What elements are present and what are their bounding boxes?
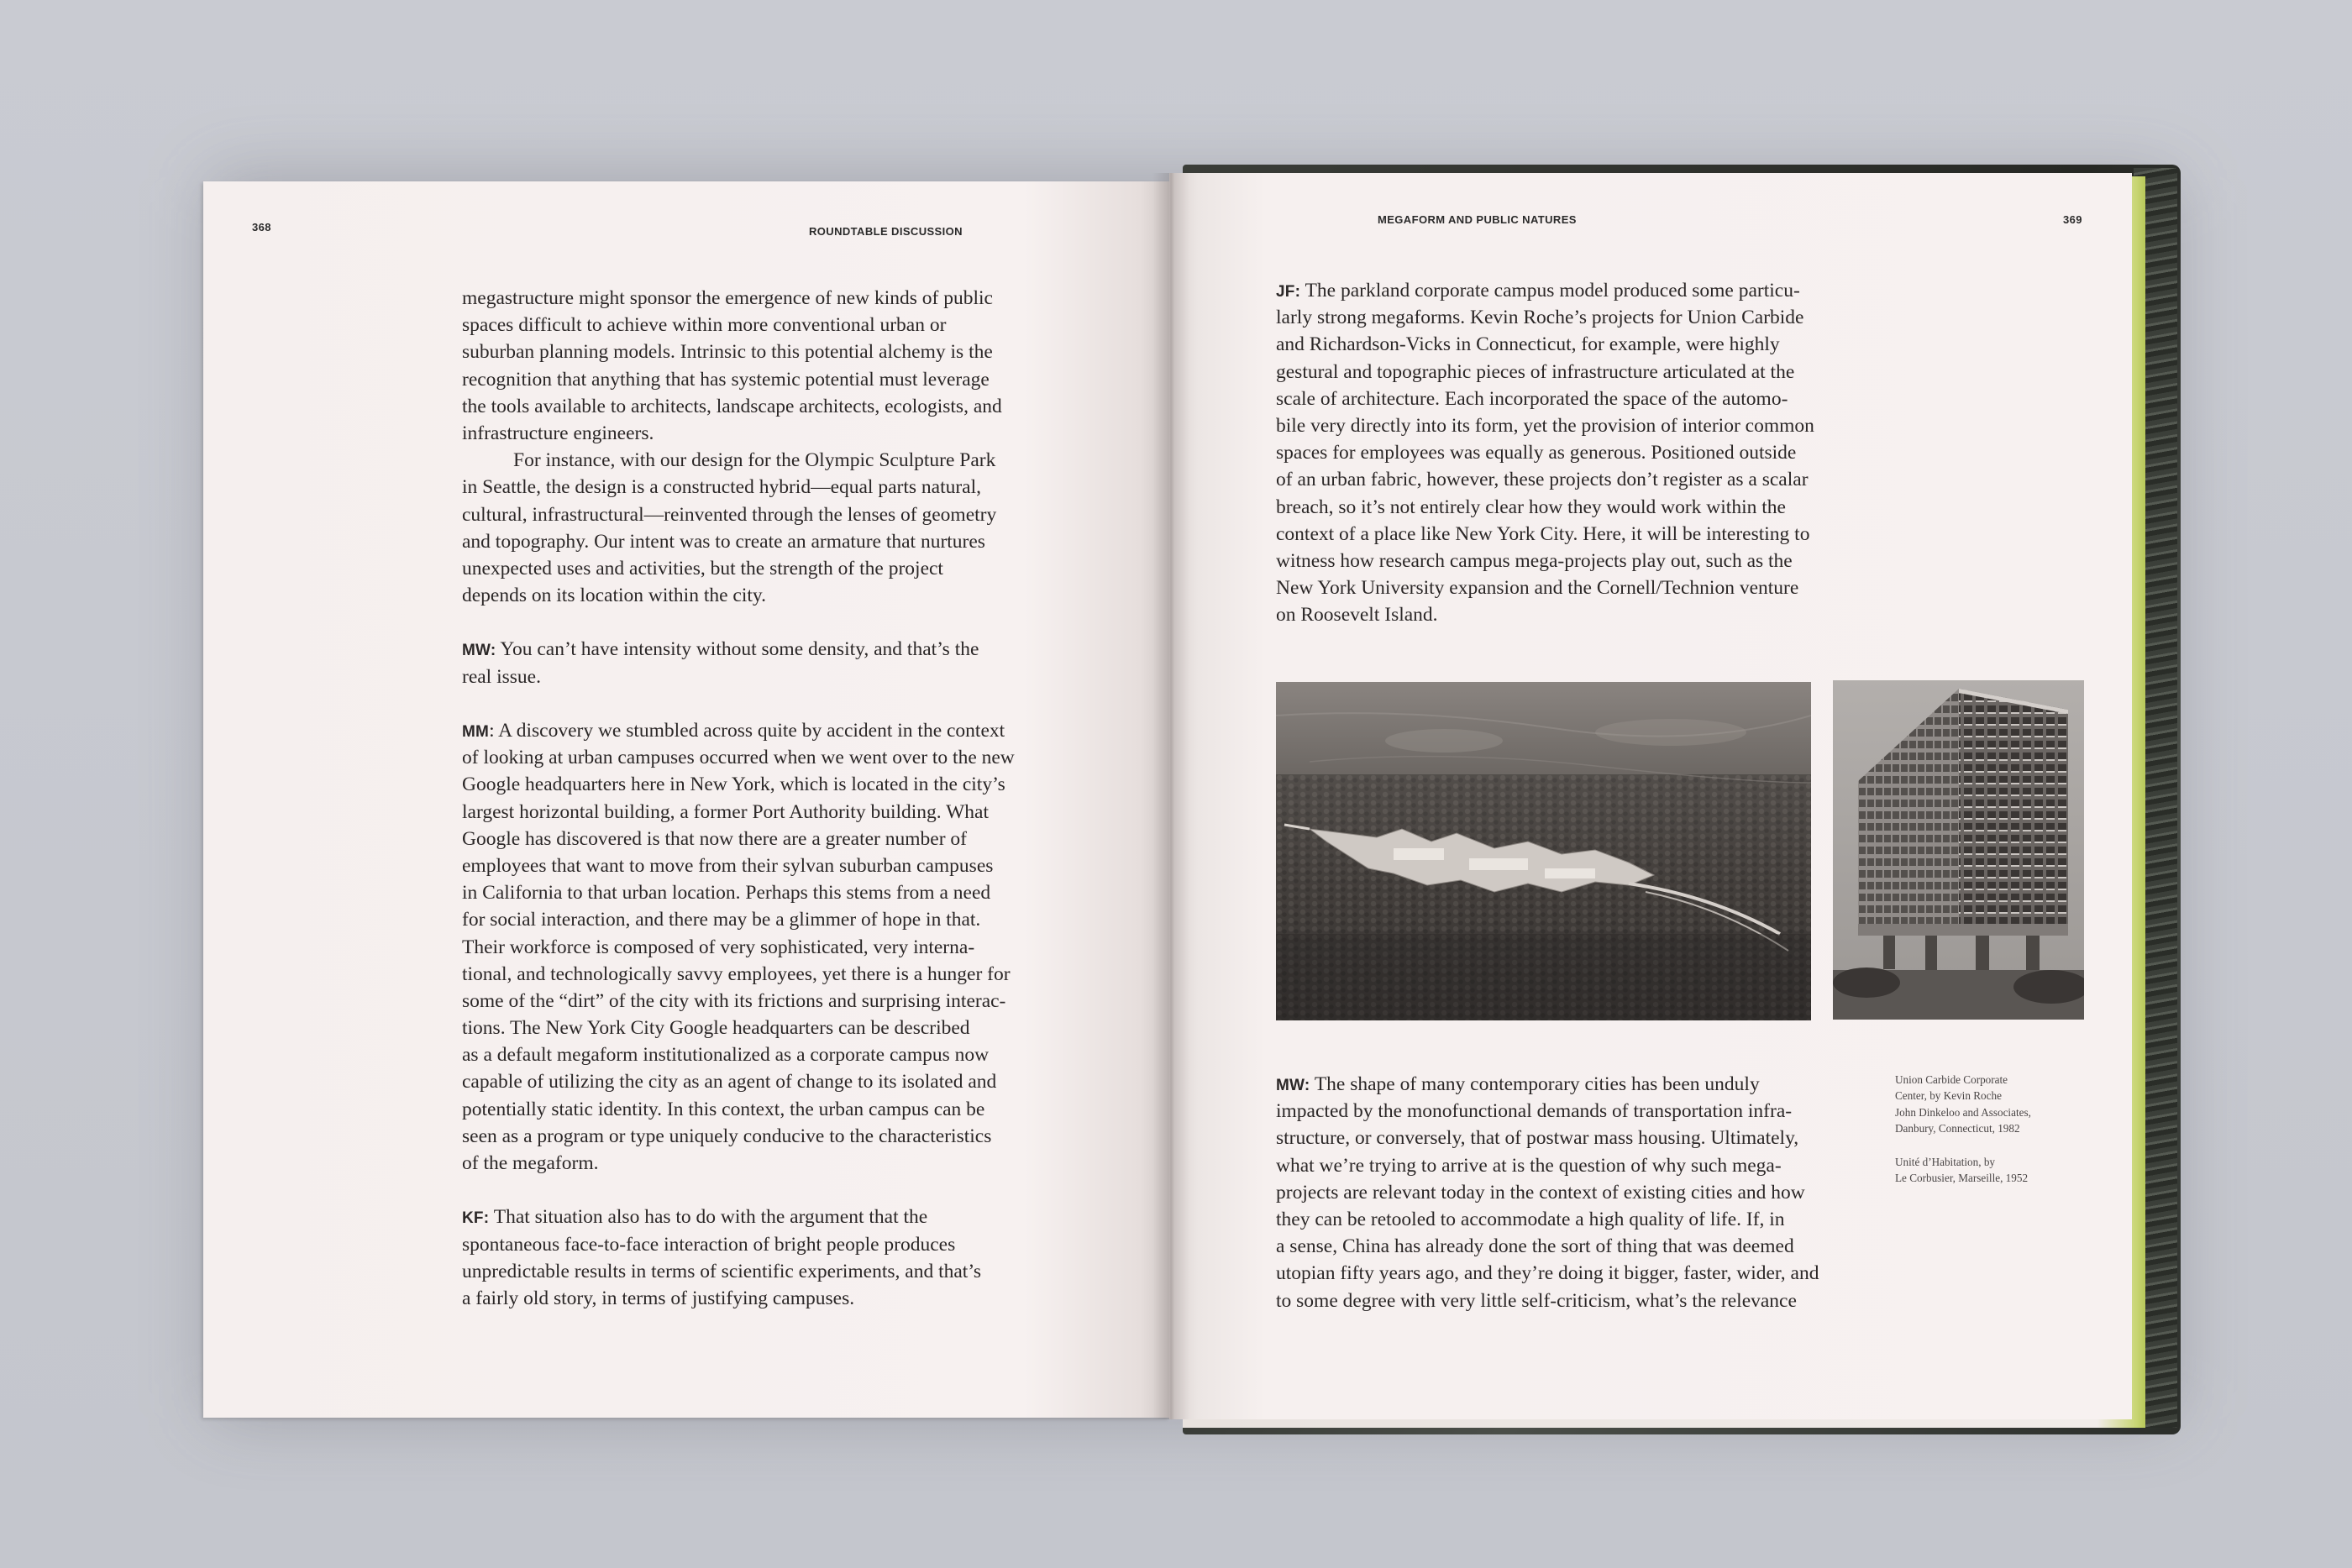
text-line: cultural, infrastructural—reinvented through the lenses of geometry bbox=[462, 503, 997, 526]
right-body-text-top bbox=[1276, 277, 1814, 628]
text-line: to some degree with very little self-criticism, what’s the relevance bbox=[1276, 1289, 1797, 1312]
text-line: in Seattle, the design is a constructed hybrid—equal parts natural, bbox=[462, 476, 982, 499]
text-line: real issue. bbox=[462, 665, 541, 688]
photo-caption-unite: Unité d’Habitation, by Le Corbusier, Marseille, 1952 bbox=[1895, 1156, 2029, 1185]
left-running-head: ROUNDTABLE DISCUSSION bbox=[809, 225, 963, 238]
text-line: the tools available to architects, landscape architects, ecologists, and bbox=[462, 395, 1002, 417]
text-line: tions. The New York City Google headquarters can be described bbox=[462, 1017, 970, 1040]
text-line: MW: You can’t have intensity without some density, and that’s the bbox=[462, 638, 979, 661]
text-line: and Richardson-Vicks in Connecticut, for example, were highly bbox=[1276, 333, 1780, 356]
text-line: MM: A discovery we stumbled across quite by accident in the context bbox=[462, 720, 1005, 742]
aerial-campus-photo bbox=[1276, 682, 1811, 1020]
text-line: what we’re trying to arrive at is the question of why such mega- bbox=[1276, 1154, 1782, 1177]
text-line: seen as a program or type uniquely conducive to the characteristics bbox=[462, 1125, 992, 1147]
speaker-label: MW: bbox=[462, 642, 496, 660]
speaker-label: MM bbox=[462, 723, 490, 741]
text-line: they can be retooled to accommodate a high quality of life. If, in bbox=[1276, 1208, 1785, 1230]
text-line: Google headquarters here in New York, which is located in the city’s bbox=[462, 774, 1005, 796]
text-line: and topography. Our intent was to create an armature that nurtures bbox=[462, 530, 985, 553]
speaker-label: MW: bbox=[1276, 1077, 1310, 1094]
gutter-shadow bbox=[1152, 173, 1189, 1419]
text-line: employees that want to move from their sylvan suburban campuses bbox=[462, 854, 994, 877]
text-line: suburban planning models. Intrinsic to this potential alchemy is the bbox=[462, 341, 993, 364]
text-line: larly strong megaforms. Kevin Roche’s projects for Union Carbide bbox=[1276, 307, 1804, 329]
text-line: a sense, China has already done the sort of thing that was deemed bbox=[1276, 1235, 1794, 1258]
text-line: as a default megaform institutionalized as a corporate campus now bbox=[462, 1044, 990, 1067]
text-line: Their workforce is composed of very sophisticated, very interna- bbox=[462, 936, 975, 958]
text-line: For instance, with our design for the Olympic Sculpture Park bbox=[513, 449, 996, 472]
speaker-label: KF: bbox=[462, 1209, 490, 1228]
text-line: Google has discovered is that now there are a greater number of bbox=[462, 827, 967, 850]
text-line: KF: That situation also has to do with the argument that the bbox=[462, 1206, 928, 1229]
text-line: of an urban fabric, however, these projects don’t register as a scalar bbox=[1276, 469, 1809, 491]
aerial-campus-image bbox=[1276, 682, 1811, 1020]
text-line: spaces difficult to achieve within more conventional urban or bbox=[462, 314, 947, 337]
text-line: a fairly old story, in terms of justifying campuses. bbox=[462, 1287, 855, 1309]
text-line: on Roosevelt Island. bbox=[1276, 604, 1438, 627]
text-line: MW: The shape of many contemporary cities has been unduly bbox=[1276, 1073, 1760, 1095]
text-line: largest horizontal building, a former Port Authority building. What bbox=[462, 800, 990, 823]
text-line: in California to that urban location. Perhaps this stems from a need bbox=[462, 882, 991, 905]
text-line: some of the “dirt” of the city with its frictions and surprising interac- bbox=[462, 989, 1006, 1012]
text-line: impacted by the monofunctional demands of transportation infra- bbox=[1276, 1100, 1793, 1123]
text-line: megastructure might sponsor the emergence of new kinds of public bbox=[462, 287, 993, 309]
text-line: New York University expansion and the Cornell/Technion venture bbox=[1276, 577, 1799, 600]
text-line: projects are relevant today in the context of existing cities and how bbox=[1276, 1181, 1805, 1204]
right-running-head: MEGAFORM AND PUBLIC NATURES bbox=[1378, 213, 1577, 226]
photo-caption-union-carbide: Union Carbide Corporate Center, by Kevin Roche John Dinkeloo and Associates, Danbury, Connecticut, 1982 bbox=[1895, 1073, 2031, 1135]
text-line: spaces for employees was equally as generous. Positioned outside bbox=[1276, 442, 1797, 464]
text-line: of looking at urban campuses occurred when we went over to the new bbox=[462, 747, 1015, 769]
text-line: for social interaction, and there may be a glimmer of hope in that. bbox=[462, 909, 981, 931]
text-line: scale of architecture. Each incorporated the space of the automo- bbox=[1276, 387, 1788, 410]
text-line: JF: The parkland corporate campus model produced some particu- bbox=[1276, 280, 1800, 302]
text-line: spontaneous face-to-face interaction of bright people produces bbox=[462, 1233, 956, 1256]
text-line: recognition that anything that has systemic potential must leverage bbox=[462, 368, 990, 391]
text-line: bile very directly into its form, yet the provision of interior common bbox=[1276, 414, 1814, 437]
left-page-number: 368 bbox=[252, 221, 271, 233]
text-line: gestural and topographic pieces of infrastructure articulated at the bbox=[1276, 360, 1795, 383]
unite-habitation-photo bbox=[1833, 680, 2084, 1020]
text-line: potentially static identity. In this context, the urban campus can be bbox=[462, 1098, 985, 1120]
text-line: breach, so it’s not entirely clear how they would work within the bbox=[1276, 496, 1786, 518]
right-page-number: 369 bbox=[2063, 213, 2082, 226]
text-line: depends on its location within the city. bbox=[462, 585, 767, 607]
text-line: context of a place like New York City. Here, it will be interesting to bbox=[1276, 522, 1810, 545]
right-body-text-bottom bbox=[1276, 1071, 1819, 1314]
speaker-label: JF: bbox=[1276, 283, 1301, 301]
text-line: witness how research campus mega-projects play out, such as the bbox=[1276, 549, 1793, 572]
text-line: structure, or conversely, that of postwar mass housing. Ultimately, bbox=[1276, 1127, 1799, 1150]
text-line: unexpected uses and activities, but the strength of the project bbox=[462, 557, 943, 579]
text-line: capable of utilizing the city as an agent of change to its isolated and bbox=[462, 1071, 997, 1093]
text-line: utopian fifty years ago, and they’re doing it bigger, faster, wider, and bbox=[1276, 1262, 1819, 1285]
left-body-text bbox=[462, 285, 1015, 1312]
unite-habitation-image bbox=[1833, 680, 2084, 1020]
text-line: unpredictable results in terms of scientific experiments, and that’s bbox=[462, 1260, 981, 1282]
text-line: infrastructure engineers. bbox=[462, 422, 654, 444]
text-line: of the megaform. bbox=[462, 1152, 599, 1174]
text-line: tional, and technologically savvy employees, yet there is a hunger for bbox=[462, 962, 1011, 985]
